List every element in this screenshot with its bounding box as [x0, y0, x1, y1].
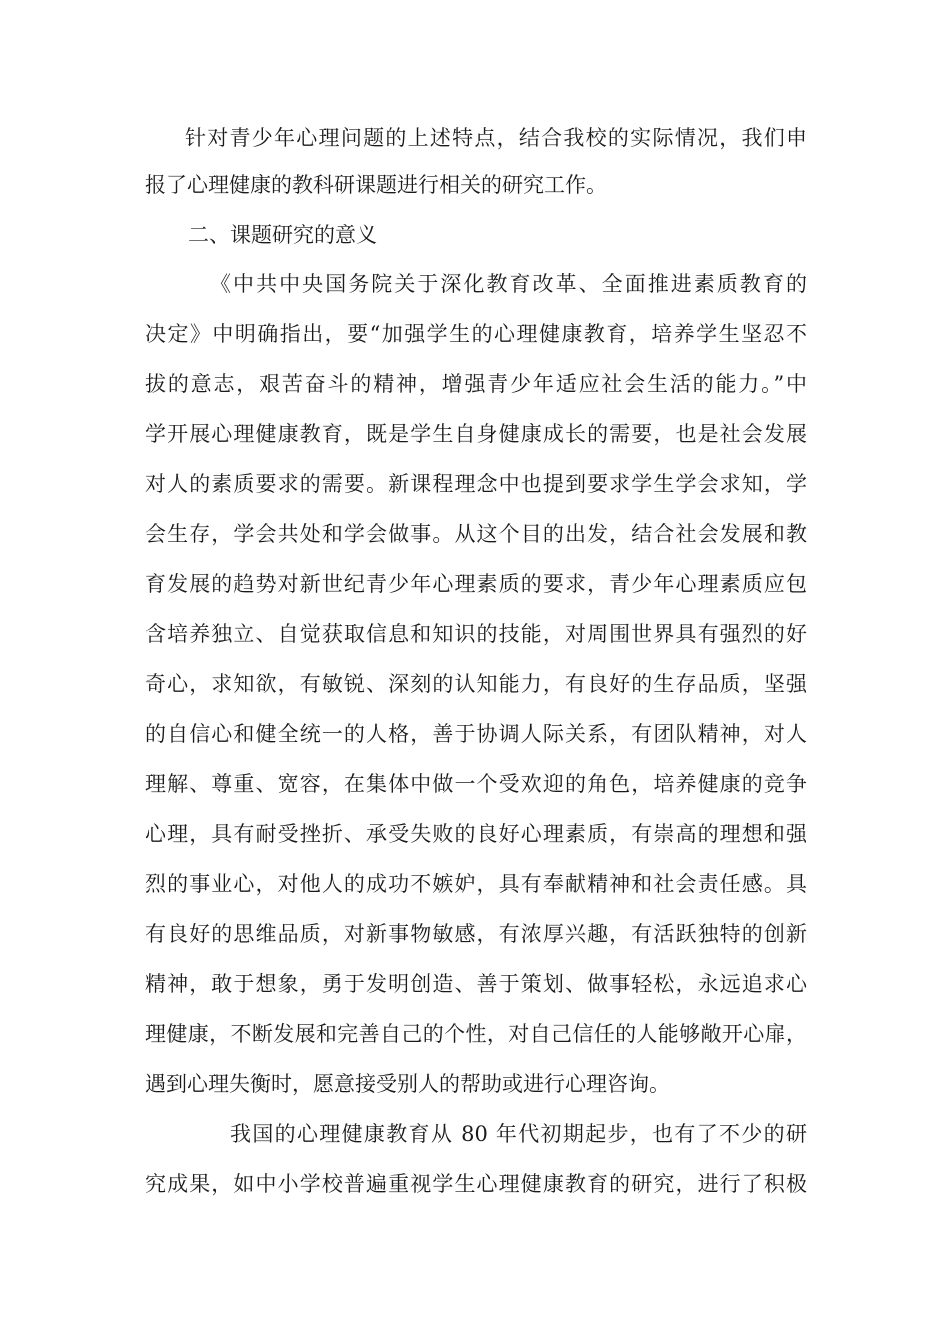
paragraph-2-line-13: 烈的事业心，对他人的成功不嫉妒，具有奉献精神和社会责任感。具: [145, 872, 807, 896]
paragraph-2-line-9: 奇心，求知欲，有敏锐、深刻的认知能力，有良好的生存品质，坚强: [145, 672, 807, 696]
paragraph-2-line-8: 含培养独立、自觉获取信息和知识的技能，对周围世界具有强烈的好: [145, 622, 807, 646]
paragraph-1-line-1: 针对青少年心理问题的上述特点，结合我校的实际情况，我们申: [185, 126, 807, 150]
paragraph-2-line-15: 精神，敢于想象，勇于发明创造、善于策划、做事轻松，永远追求心: [145, 972, 807, 996]
paragraph-2-line-1: 《中共中央国务院关于深化教育改革、全面推进素质教育的: [210, 272, 807, 296]
paragraph-2-line-7: 育发展的趋势对新世纪青少年心理素质的要求，青少年心理素质应包: [145, 572, 807, 596]
paragraph-2-line-4: 学开展心理健康教育，既是学生自身健康成长的需要，也是社会发展: [145, 422, 807, 446]
section-heading: 二、课题研究的意义: [188, 223, 377, 247]
paragraph-2-line-10: 的自信心和健全统一的人格，善于协调人际关系，有团队精神，对人: [145, 722, 807, 746]
paragraph-2-line-11: 理解、尊重、宽容，在集体中做一个受欢迎的角色，培养健康的竞争: [145, 772, 807, 796]
paragraph-2-line-14: 有良好的思维品质，对新事物敏感，有浓厚兴趣，有活跃独特的创新: [145, 922, 807, 946]
paragraph-2-line-6: 会生存，学会共处和学会做事。从这个目的出发，结合社会发展和教: [145, 522, 807, 546]
paragraph-3-line-2: 究成果，如中小学校普遍重视学生心理健康教育的研究，进行了积极: [145, 1172, 807, 1196]
paragraph-2-line-2: 决定》中明确指出，要“加强学生的心理健康教育，培养学生坚忍不: [145, 322, 807, 346]
paragraph-2-line-5: 对人的素质要求的需要。新课程理念中也提到要求学生学会求知，学: [145, 472, 807, 496]
paragraph-2-line-16: 理健康，不断发展和完善自己的个性，对自己信任的人能够敞开心扉，: [145, 1022, 807, 1046]
paragraph-2-line-3: 拔的意志，艰苦奋斗的精神，增强青少年适应社会生活的能力。”中: [145, 372, 807, 396]
paragraph-3-line-1: 我国的心理健康教育从 80 年代初期起步，也有了不少的研: [230, 1122, 807, 1146]
paragraph-2-line-12: 心理，具有耐受挫折、承受失败的良好心理素质，有崇高的理想和强: [145, 822, 807, 846]
paragraph-2-line-17: 遇到心理失衡时，愿意接受别人的帮助或进行心理咨询。: [145, 1072, 670, 1096]
paragraph-1-line-2: 报了心理健康的教科研课题进行相关的研究工作。: [145, 173, 607, 197]
